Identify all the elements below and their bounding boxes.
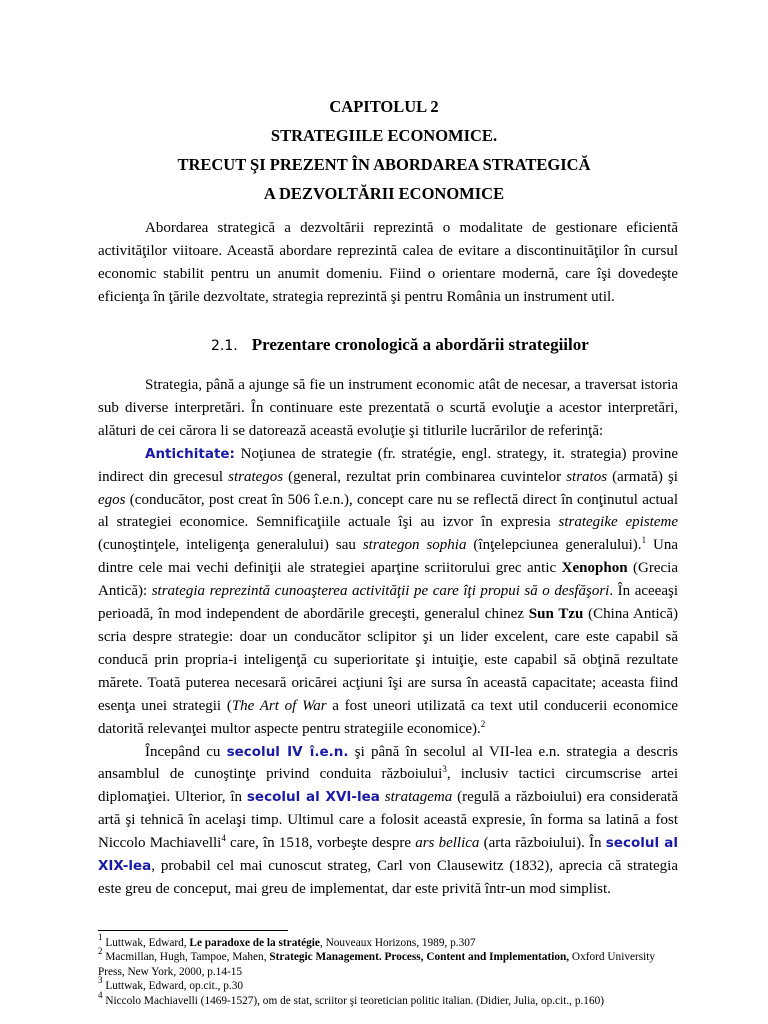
text-run: , inclusiv tactici circumscrise artei diplomaţiei. Ulterior, în <box>98 766 678 806</box>
text-run: (armată) şi <box>607 468 678 485</box>
century-label: secolul al XIX-lea <box>98 835 678 875</box>
text-run: Macmillan, Hugh, Tampoe, Mahen, <box>102 951 270 964</box>
text-run: Luttwak, Edward, <box>102 937 190 949</box>
text-run: Luttwak, Edward, op.cit., p.30 <box>102 980 244 993</box>
footnote-2 <box>98 946 678 979</box>
footnote-1 <box>98 932 678 950</box>
italic-term: stratagema <box>384 789 453 806</box>
italic-term: egos <box>98 491 126 508</box>
paragraph-antiquity <box>98 443 678 741</box>
text-run: (general, rezultat prin combinarea cuvintelor <box>283 468 567 485</box>
century-label: secolul al XVI-lea <box>246 789 380 806</box>
footnotes <box>98 932 678 1008</box>
text-run: (conducător, post creat în 506 î.e.n.), concept care nu se reflectă direct în conţinutul actual al strategiei economice. Semnificaţiile actuale îşi au izvor în expresia <box>98 491 678 531</box>
intro-block <box>98 217 678 332</box>
italic-term: strategike episteme <box>558 514 678 531</box>
text-run: Una dintre cele mai vechi definiţii ale strategiei aparţine scriitorului grec antic <box>98 537 679 577</box>
footnote-number: 2 <box>98 946 103 957</box>
section-body <box>98 374 678 901</box>
footnote-title: Strategic Management. Process, Content and Implementation, <box>269 951 570 964</box>
section-heading <box>211 335 589 355</box>
footnote-ref-3: 3 <box>442 764 447 775</box>
footnote-ref-1: 1 <box>641 535 647 546</box>
text-run: , probabil cel mai cunoscut strateg, Carl von Clausewitz (1832), aprecia că strategia este greu de conceput, mai greu de implementat, dar este privită într-un mod simplist. <box>98 858 678 897</box>
italic-title: The Art of War <box>231 697 327 714</box>
paragraph-history: Strategia, până a ajunge să fie un instrument economic atât de necesar, a traversat istoria sub diverse interpretări. În continuare este prezentată o scurtă evoluţie a acestor interpretări, alături de cei cărora li se datorează această evoluţie şi titlurile lucrărilor de referinţă: <box>98 377 678 439</box>
footnote-number: 3 <box>98 975 103 986</box>
antiquity-label: Antichitate: <box>145 445 235 462</box>
chapter-heading <box>0 92 768 208</box>
footnote-4 <box>98 989 678 1008</box>
text-run: Noţiunea de strategie (fr. stratégie, engl. strategy, it. strategia) provine indirect din grecesul <box>98 445 678 485</box>
text-run: şi până în secolul al VII-lea e.n. strategia a descris ansamblul de cunoştinţe privind conduita războiului <box>98 743 678 783</box>
name-xenophon: Xenophon <box>561 560 628 577</box>
chapter-number: CAPITOLUL 2 <box>329 97 439 116</box>
text-run: Niccolo Machiavelli (1469-1527), om de stat, scriitor şi teoretician politic italian. (Didier, Julia, op.cit., p.160) <box>102 994 605 1007</box>
text-run: (cunoştinţele, inteligenţa generalului) sau <box>98 537 363 554</box>
italic-term: stratos <box>566 468 608 485</box>
italic-term: ars bellica <box>415 835 480 852</box>
footnote-divider <box>98 930 288 931</box>
chapter-subtitle-line2: A DEZVOLTĂRII ECONOMICE <box>263 184 505 203</box>
text-run: (Grecia Antică): <box>98 560 678 600</box>
text-run: (regulă a războiului) era considerată artă şi tehnică în acelaşi timp. Ultimul care a folosit această expresie, în forma sa latină a fost Niccolo Machiavelli <box>98 789 678 852</box>
text-run: . În aceeaşi perioadă, în mod independent de abordările greceşti, generalul chinez <box>98 583 678 623</box>
italic-term: strategos <box>228 468 284 485</box>
text-run: a fost uneori utilizată ca text util conducerii economice datorită relevanţei multor aspecte pentru strategiile economice). <box>98 697 678 737</box>
section-title: Prezentare cronologică a abordării strategiilor <box>251 335 589 354</box>
text-run: Oxford University Press, New York, 2000, p.14-15 <box>98 951 656 978</box>
footnote-3 <box>98 975 678 993</box>
footnote-number: 1 <box>98 932 103 942</box>
text-run: (arta războiului). În <box>479 835 606 852</box>
paragraph-centuries <box>98 741 678 901</box>
chapter-title: STRATEGIILE ECONOMICE. <box>270 126 498 145</box>
chapter-subtitle-line1: TRECUT ŞI PREZENT ÎN ABORDAREA STRATEGICĂ <box>177 155 591 174</box>
intro-paragraph: Abordarea strategică a dezvoltării reprezintă o modalitate de gestionare eficientă activităţilor viitoare. Această abordare reprezintă calea de evitare a discontinuităţilor în cursul economic stabilit pentru un anumit domeniu. Fiind o orientare modernă, care îşi dovedeşte eficienţa în ţările dezvoltate, strategia reprezintă şi pentru România un instrument util. <box>98 220 678 305</box>
italic-term: strategon sophia <box>362 537 467 554</box>
footnote-ref-4: 4 <box>221 833 226 844</box>
section-number: 2.1. <box>211 338 238 354</box>
text-run: , Nouveaux Horizons, 1989, p.307 <box>319 937 476 949</box>
text-run: Începând cu <box>145 743 227 760</box>
footnote-number: 4 <box>98 989 103 1000</box>
italic-definition: strategia reprezintă cunoaşterea activităţii pe care îţi propui să o desfăşori <box>151 583 610 600</box>
footnote-ref-2: 2 <box>480 718 486 729</box>
text-run: care, în 1518, vorbeşte despre <box>225 835 416 852</box>
name-sun-tzu: Sun Tzu <box>528 606 584 623</box>
text-run: (înţelepciunea generalului). <box>466 537 642 554</box>
text-run: (China Antică) scria despre strategie: doar un conducător sclipitor şi un lider excelent, care este capabil să conducă prin propria-i inteligenţă cu superioritate şi intuiţie, este capabil să obţină rezultate mărete. Toată puterea necesară oricărei acţiuni îşi are sursa în această capacitate; aceasta fiind esenţa unei strategii ( <box>98 606 678 714</box>
century-label: secolul IV î.e.n. <box>226 743 349 760</box>
footnote-title: Le paradoxe de la stratégie <box>189 937 320 949</box>
